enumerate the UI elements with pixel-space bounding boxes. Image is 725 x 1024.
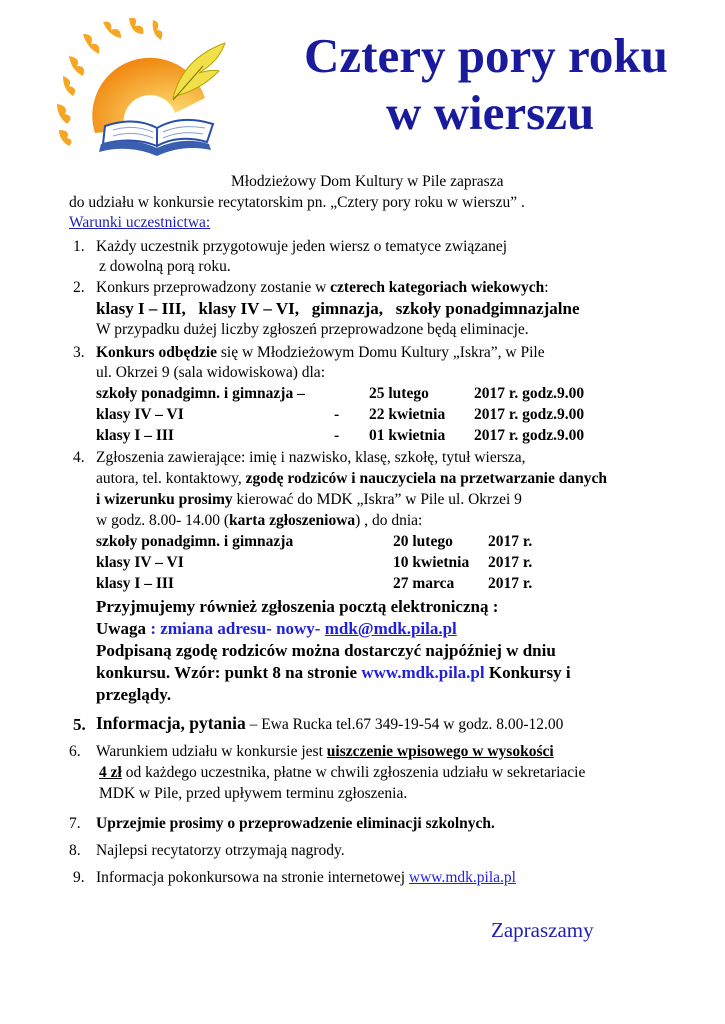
page-title-line-2: w wierszu bbox=[386, 85, 595, 140]
item-7-number: 7. bbox=[69, 815, 81, 832]
conditions-heading: Warunki uczestnictwa: bbox=[69, 214, 211, 231]
deadline-row-3-year: 2017 r. bbox=[488, 575, 533, 592]
item-1-number: 1. bbox=[73, 238, 85, 255]
item-1-line-1: Każdy uczestnik przygotowuje jeden wiersz o tematyce związanej bbox=[96, 238, 507, 255]
category-2: klasy IV – VI, bbox=[198, 299, 299, 318]
item-6-line-3: MDK w Pile, przed upływem terminu zgłoszenia. bbox=[99, 785, 408, 802]
address-change-notice: Uwaga : zmiana adresu- nowy- mdk@mdk.pila.pl bbox=[96, 619, 457, 638]
item-4-line-3: i wizerunku prosimy kierować do MDK „Iskra” w Pile ul. Okrzei 9 bbox=[96, 491, 522, 508]
closing-text: Zapraszamy bbox=[491, 918, 594, 942]
deadline-row-2-year: 2017 r. bbox=[488, 554, 533, 571]
category-3: gimnazja, bbox=[311, 299, 384, 318]
item-9-number: 9. bbox=[73, 869, 85, 886]
deadline-row-3-date: 27 marca bbox=[393, 575, 455, 592]
item-7-text: Uprzejmie prosimy o przeprowadzenie eliminacji szkolnych. bbox=[96, 815, 495, 832]
schedule-row-3-date: 01 kwietnia bbox=[369, 427, 446, 444]
logo-illustration bbox=[55, 18, 235, 158]
item-4-line-1: Zgłoszenia zawierające: imię i nazwisko, klasę, szkołę, tytuł wiersza, bbox=[96, 449, 526, 466]
schedule-row-1-group: szkoły ponadgimn. i gimnazja – bbox=[96, 385, 305, 402]
item-4-line-2: autora, tel. kontaktowy, zgodę rodziców i nauczyciela na przetwarzanie danych bbox=[96, 470, 607, 487]
deadline-row-1-date: 20 lutego bbox=[393, 533, 453, 550]
website-link-consent[interactable]: www.mdk.pila.pl bbox=[361, 663, 485, 682]
book-icon bbox=[99, 120, 213, 156]
schedule-row-3-time: 2017 r. godz.9.00 bbox=[474, 427, 585, 444]
schedule-row-1-time: 2017 r. godz.9.00 bbox=[474, 385, 585, 402]
consent-line-2: konkursu. Wzór: punkt 8 na stronie www.mdk.pila.pl Konkursy i bbox=[96, 663, 571, 682]
item-8-text: Najlepsi recytatorzy otrzymają nagrody. bbox=[96, 842, 345, 859]
schedule-row-2-time: 2017 r. godz.9.00 bbox=[474, 406, 585, 423]
item-8-number: 8. bbox=[69, 842, 81, 859]
deadline-row-1-group: szkoły ponadgimn. i gimnazja bbox=[96, 533, 294, 550]
deadline-row-3-group: klasy I – III bbox=[96, 575, 174, 592]
schedule-row-3-group: klasy I – III bbox=[96, 427, 174, 444]
item-2-line-1: Konkurs przeprowadzony zostanie w czterech kategoriach wiekowych: bbox=[96, 279, 549, 296]
page-title-line-1: Cztery pory roku bbox=[304, 28, 668, 83]
item-5-line: Informacja, pytania – Ewa Rucka tel.67 349-19-54 w godz. 8.00-12.00 bbox=[96, 713, 564, 733]
item-4-number: 4. bbox=[73, 449, 85, 466]
website-link[interactable]: www.mdk.pila.pl bbox=[408, 869, 516, 886]
category-1: klasy I – III, bbox=[96, 299, 186, 318]
item-2-number: 2. bbox=[73, 279, 85, 296]
item-3-number: 3. bbox=[73, 344, 85, 361]
item-3-line-1: Konkurs odbędzie się w Młodzieżowym Domu Kultury „Iskra”, w Pile bbox=[96, 344, 545, 361]
deadline-row-2-group: klasy IV – VI bbox=[96, 554, 184, 571]
intro-line-1: Młodzieżowy Dom Kultury w Pile zaprasza bbox=[231, 173, 504, 190]
item-6-line-1: Warunkiem udziału w konkursie jest uiszczenie wpisowego w wysokości bbox=[96, 743, 554, 760]
item-6-line-2: 4 zł od każdego uczestnika, płatne w chwili zgłoszenia udziału w sekretariacie bbox=[99, 764, 586, 781]
email-submission-note: Przyjmujemy również zgłoszenia pocztą elektroniczną : bbox=[96, 597, 499, 616]
deadline-row-2-date: 10 kwietnia bbox=[393, 554, 470, 571]
item-5-number: 5. bbox=[73, 715, 86, 734]
schedule-row-2-date: 22 kwietnia bbox=[369, 406, 446, 423]
schedule-row-2-dash: - bbox=[334, 406, 340, 423]
item-4-line-4: w godz. 8.00- 14.00 (karta zgłoszeniowa) , do dnia: bbox=[96, 512, 423, 529]
item-6-number: 6. bbox=[69, 743, 81, 760]
intro-line-2: do udziału w konkursie recytatorskim pn. „Cztery pory roku w wierszu” . bbox=[69, 194, 525, 211]
item-9-text: Informacja pokonkursowa na stronie internetowej www.mdk.pila.pl bbox=[96, 869, 516, 886]
item-3-line-2: ul. Okrzei 9 (sala widowiskowa) dla: bbox=[96, 364, 325, 381]
consent-line-3: przeglądy. bbox=[96, 685, 172, 704]
deadline-row-1-year: 2017 r. bbox=[488, 533, 533, 550]
category-4: szkoły ponadgimnazjalne bbox=[395, 299, 580, 318]
consent-line-1: Podpisaną zgodę rodziców można dostarczyć najpóźniej w dniu bbox=[96, 641, 556, 660]
item-2-categories bbox=[96, 298, 580, 319]
schedule-row-2-group: klasy IV – VI bbox=[96, 406, 184, 423]
schedule-row-1-date: 25 lutego bbox=[369, 385, 429, 402]
item-1-line-2: z dowolną porą roku. bbox=[99, 258, 231, 275]
schedule-row-3-dash: - bbox=[334, 427, 340, 444]
email-link[interactable]: mdk@mdk.pila.pl bbox=[324, 619, 457, 638]
item-2-note: W przypadku dużej liczby zgłoszeń przeprowadzone będą eliminacje. bbox=[96, 321, 529, 338]
